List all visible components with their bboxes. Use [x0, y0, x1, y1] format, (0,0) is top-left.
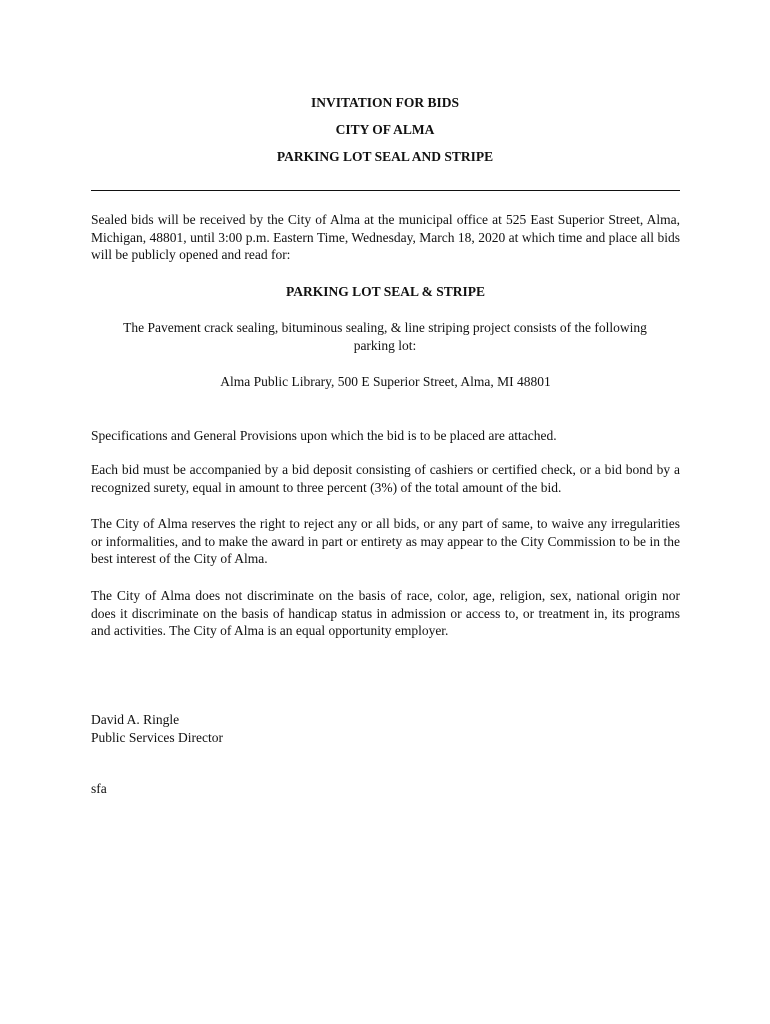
city-heading: CITY OF ALMA — [335, 122, 435, 137]
header-divider — [91, 190, 680, 191]
nondiscrimination-paragraph: The City of Alma does not discriminate on the basis of race, color, age, religion, sex, national origin nor does it discriminate on the basis of handicap status in admission or access to, or treatment in, its programs and activities. The City of Alma is an equal opportunity employer. — [91, 588, 680, 638]
typist-initials: sfa — [91, 781, 107, 796]
project-location: Alma Public Library, 500 E Superior Street, Alma, MI 48801 — [220, 374, 551, 389]
signature-block — [91, 711, 680, 746]
reservation-paragraph: The City of Alma reserves the right to reject any or all bids, or any part of same, to waive any irregularities or informalities, and to make the award in part or entirety as may appear to the City Commission to be in the best interest of the City of Alma. — [91, 516, 680, 566]
project-description: The Pavement crack sealing, bituminous sealing, & line striping project consists of the following parking lot: — [123, 320, 647, 353]
intro-paragraph: Sealed bids will be received by the City of Alma at the municipal office at 525 East Superior Street, Alma, Michigan, 48801, until 3:00 p.m. Eastern Time, Wednesday, March 18, 2020 at which time and place all bids will be publicly opened and read for: — [91, 212, 680, 262]
project-heading: PARKING LOT SEAL AND STRIPE — [276, 149, 494, 164]
project-title: PARKING LOT SEAL & STRIPE — [285, 284, 486, 299]
specifications-paragraph: Specifications and General Provisions upon which the bid is to be placed are attached. — [91, 428, 557, 443]
signer-title: Public Services Director — [91, 729, 223, 745]
signer-name: David A. Ringle — [91, 712, 180, 727]
document-heading: INVITATION FOR BIDS — [310, 95, 460, 110]
bid-deposit-paragraph: Each bid must be accompanied by a bid deposit consisting of cashiers or certified check, or a bid bond by a recognized surety, equal in amount to three percent (3%) of the total amount of the bid. — [91, 462, 680, 495]
